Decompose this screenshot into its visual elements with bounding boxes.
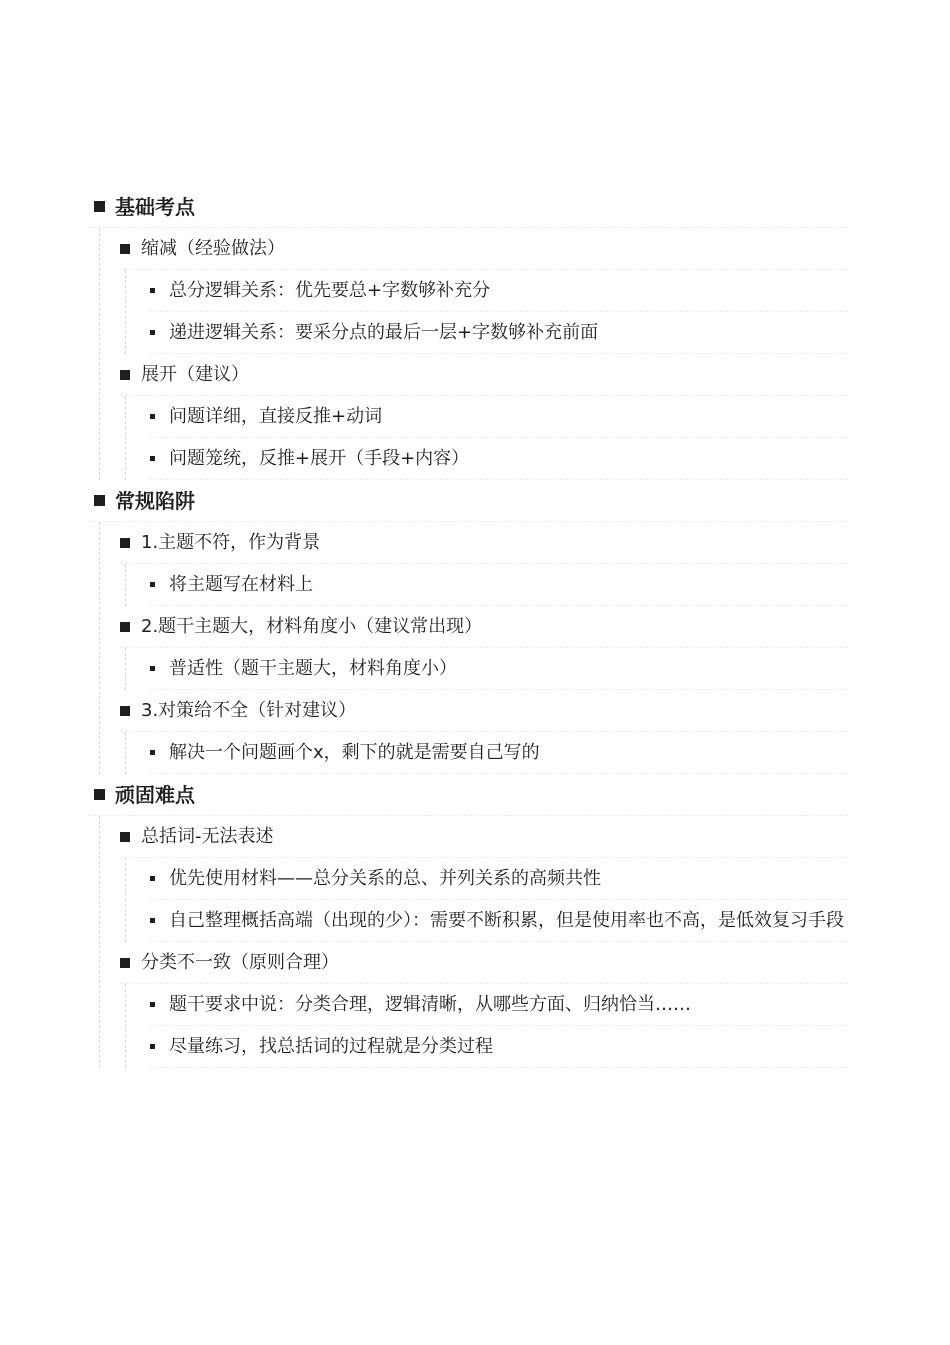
- topic-children: [125, 858, 848, 942]
- square-bullet-icon: [120, 538, 130, 548]
- item-row[interactable]: [150, 858, 848, 900]
- outline-item: [150, 438, 848, 480]
- topic-row[interactable]: [120, 522, 848, 564]
- topic-row[interactable]: [120, 690, 848, 732]
- topic-row[interactable]: [120, 228, 848, 270]
- outline-item: [150, 984, 848, 1026]
- outline-section: [88, 774, 848, 1068]
- outline-item: [150, 648, 848, 690]
- topic-label: 2.题干主题大，材料角度小（建议常出现）: [141, 616, 483, 637]
- topic-row[interactable]: [120, 942, 848, 984]
- small-square-bullet-icon: [150, 750, 155, 755]
- outline-item: [150, 564, 848, 606]
- outline-topic: [120, 522, 848, 606]
- section-row[interactable]: [88, 774, 848, 816]
- item-text: 优先使用材料——总分关系的总、并列关系的高频共性: [169, 868, 601, 889]
- section-title: 常规陷阱: [115, 488, 195, 513]
- topic-row[interactable]: [120, 816, 848, 858]
- item-text: 题干要求中说：分类合理，逻辑清晰，从哪些方面、归纳恰当……: [169, 994, 691, 1015]
- square-bullet-icon: [120, 832, 130, 842]
- small-square-bullet-icon: [150, 1044, 155, 1049]
- topic-children: [125, 984, 848, 1068]
- section-title: 基础考点: [115, 194, 195, 219]
- square-bullet-icon: [120, 706, 130, 716]
- item-text: 将主题写在材料上: [169, 574, 313, 595]
- outline-item: [150, 1026, 848, 1068]
- section-children: [99, 522, 848, 774]
- outline-topic: [120, 228, 848, 354]
- small-square-bullet-icon: [150, 288, 155, 293]
- topic-label: 展开（建议）: [141, 364, 249, 385]
- square-bullet-icon: [120, 958, 130, 968]
- item-row[interactable]: [150, 564, 848, 606]
- item-text: 解决一个问题画个x，剩下的就是需要自己写的: [169, 742, 540, 763]
- outline-item: [150, 270, 848, 312]
- small-square-bullet-icon: [150, 876, 155, 881]
- small-square-bullet-icon: [150, 582, 155, 587]
- item-text: 尽量练习，找总括词的过程就是分类过程: [169, 1036, 493, 1057]
- topic-row[interactable]: [120, 606, 848, 648]
- outline-topic: [120, 816, 848, 942]
- topic-children: [125, 648, 848, 690]
- small-square-bullet-icon: [150, 666, 155, 671]
- small-square-bullet-icon: [150, 1002, 155, 1007]
- item-row[interactable]: [150, 312, 848, 354]
- item-row[interactable]: [150, 1026, 848, 1068]
- section-row[interactable]: [88, 186, 848, 228]
- section-children: [99, 816, 848, 1068]
- topic-label: 1.主题不符，作为背景: [141, 532, 321, 553]
- section-title: 顽固难点: [115, 782, 195, 807]
- item-text: 普适性（题干主题大，材料角度小）: [169, 658, 457, 679]
- item-row[interactable]: [150, 270, 848, 312]
- topic-children: [125, 396, 848, 480]
- item-text: 问题详细，直接反推+动词: [169, 406, 383, 427]
- topic-children: [125, 270, 848, 354]
- outline-item: [150, 732, 848, 774]
- topic-row[interactable]: [120, 354, 848, 396]
- outline-section: [88, 480, 848, 774]
- outline-section: [88, 186, 848, 480]
- square-bullet-icon: [120, 244, 130, 254]
- item-row[interactable]: [150, 900, 848, 942]
- outline: [88, 186, 848, 1068]
- outline-topic: [120, 354, 848, 480]
- topic-label: 3.对策给不全（针对建议）: [141, 700, 357, 721]
- outline-item: [150, 312, 848, 354]
- topic-label: 缩减（经验做法）: [141, 238, 285, 259]
- topic-children: [125, 732, 848, 774]
- outline-topic: [120, 942, 848, 1068]
- small-square-bullet-icon: [150, 330, 155, 335]
- item-row[interactable]: [150, 438, 848, 480]
- item-row[interactable]: [150, 732, 848, 774]
- item-text: 自己整理概括高端（出现的少）：需要不断积累，但是使用率也不高，是低效复习手段: [169, 910, 844, 931]
- topic-label: 总括词-无法表述: [141, 826, 274, 847]
- item-row[interactable]: [150, 984, 848, 1026]
- topic-children: [125, 564, 848, 606]
- item-text: 递进逻辑关系：要采分点的最后一层+字数够补充前面: [169, 322, 599, 343]
- square-bullet-icon: [120, 622, 130, 632]
- square-bullet-icon: [94, 201, 105, 212]
- outline-item: [150, 900, 848, 942]
- square-bullet-icon: [94, 789, 105, 800]
- outline-item: [150, 396, 848, 438]
- small-square-bullet-icon: [150, 456, 155, 461]
- item-row[interactable]: [150, 396, 848, 438]
- topic-label: 分类不一致（原则合理）: [141, 952, 339, 973]
- section-children: [99, 228, 848, 480]
- section-row[interactable]: [88, 480, 848, 522]
- small-square-bullet-icon: [150, 918, 155, 923]
- item-row[interactable]: [150, 648, 848, 690]
- outline-topic: [120, 690, 848, 774]
- outline-topic: [120, 606, 848, 690]
- outline-item: [150, 858, 848, 900]
- square-bullet-icon: [120, 370, 130, 380]
- item-text: 总分逻辑关系：优先要总+字数够补充分: [169, 280, 491, 301]
- item-text: 问题笼统，反推+展开（手段+内容）: [169, 448, 470, 469]
- small-square-bullet-icon: [150, 414, 155, 419]
- square-bullet-icon: [94, 495, 105, 506]
